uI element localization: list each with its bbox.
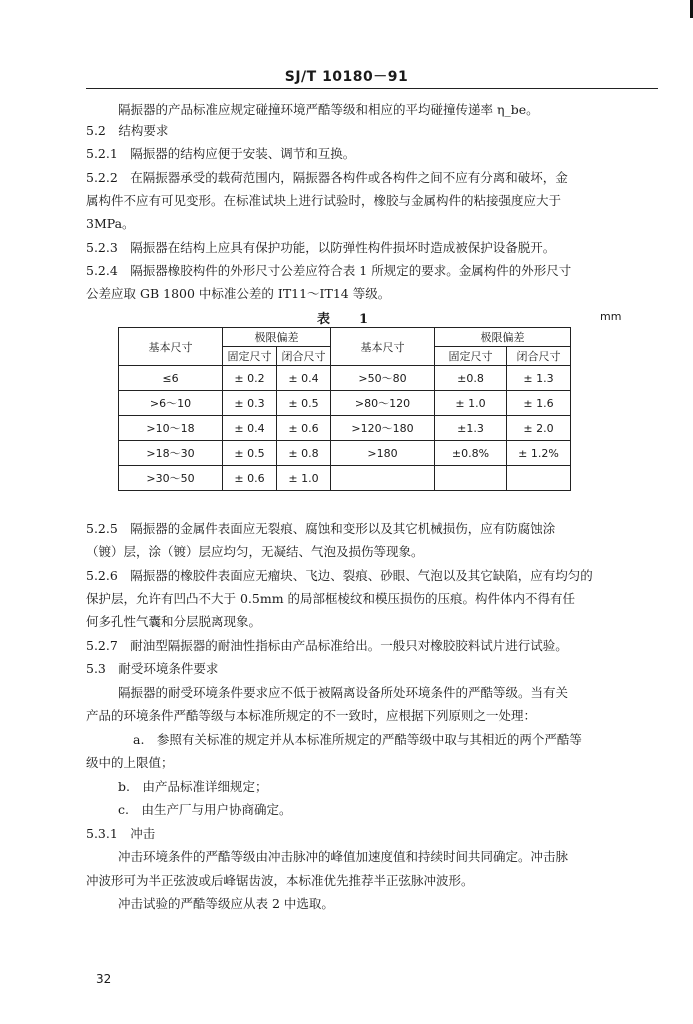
table-cell: ± 0.6 (277, 416, 331, 441)
table-cell: ± 0.4 (277, 366, 331, 391)
table-cell (507, 466, 571, 491)
clause-5-3-1-heading: 5.3.1 冲击 (86, 826, 156, 841)
clause-5-2-6-line2: 保护层，允许有凹凸不大于 0.5mm 的局部框棱纹和模压损伤的压痕。构件体内不得有任 (86, 591, 576, 606)
header-basic-size: 基本尺寸 (119, 328, 223, 366)
table-cell: >30～50 (119, 466, 223, 491)
table-cell (331, 466, 435, 491)
table-1-unit: mm (600, 310, 622, 323)
clause-5-3-1-line3: 冲击试验的严酷等级应从表 2 中选取。 (118, 896, 334, 911)
clause-5-2-5-line1: 5.2.5 隔振器的金属件表面应无裂痕、腐蚀和变形以及其它机械损伤，应有防腐蚀涂 (86, 521, 556, 536)
table-cell: ± 1.0 (277, 466, 331, 491)
clause-5-2-2-line1: 5.2.2 在隔振器承受的载荷范围内，隔振器各构件或各构件之间不应有分离和破坏，金 (86, 170, 568, 185)
header-limit-deviation: 极限偏差 (223, 328, 331, 347)
table-cell: ± 2.0 (507, 416, 571, 441)
table-cell: ± 0.6 (223, 466, 277, 491)
table-1-title: 表 1 (316, 312, 377, 327)
intro-paragraph: 隔振器的产品标准应规定碰撞环境严酷等级和相应的平均碰撞传递率 η_be。 (118, 102, 539, 117)
clause-5-2-3: 5.2.3 隔振器在结构上应具有保护功能，以防弹性构件损坏时造成被保护设备脱开。 (86, 240, 556, 255)
table-row (119, 441, 571, 466)
table-cell: ± 0.5 (223, 441, 277, 466)
table-cell: ± 1.3 (507, 366, 571, 391)
clause-5-2-2-line2: 属构件不应有可见变形。在标准试块上进行试验时，橡胶与金属构件的粘接强度应大于 (86, 193, 562, 208)
clause-5-2-6-line1: 5.2.6 隔振器的橡胶件表面应无瘤块、飞边、裂痕、砂眼、气泡以及其它缺陷，应有均匀的 (86, 568, 593, 583)
table-cell: >120～180 (331, 416, 435, 441)
clause-5-2-5-line2: （镀）层，涂（镀）层应均匀，无凝结、气泡及损伤等现象。 (86, 544, 424, 559)
clause-5-2-4-line2: 公差应取 GB 1800 中标准公差的 IT11～IT14 等级。 (86, 286, 391, 301)
table-cell: ± 0.2 (223, 366, 277, 391)
section-5-2-heading: 5.2 结构要求 (86, 123, 169, 138)
table-cell: ± 0.4 (223, 416, 277, 441)
table-cell: ± 0.5 (277, 391, 331, 416)
section-5-3-line2: 产品的环境条件严酷等级与本标准所规定的不一致时，应根据下列原则之一处理： (86, 708, 537, 723)
clause-5-3-1-line1: 冲击环境条件的严酷等级由冲击脉冲的峰值加速度值和持续时间共同确定。冲击脉 (118, 849, 569, 864)
table-cell: ± 0.3 (223, 391, 277, 416)
clause-5-2-1: 5.2.1 隔振器的结构应便于安装、调节和互换。 (86, 146, 356, 161)
table-cell: >50～80 (331, 366, 435, 391)
table-cell: ± 1.0 (435, 391, 507, 416)
table-row (119, 366, 571, 391)
section-5-3-heading: 5.3 耐受环境条件要求 (86, 661, 219, 676)
table-cell: ±1.3 (435, 416, 507, 441)
item-b: b. 由产品标准详细规定； (118, 779, 268, 794)
table-cell: >18～30 (119, 441, 223, 466)
header-fixed-size: 固定尺寸 (223, 347, 277, 366)
table-cell: ≤6 (119, 366, 223, 391)
header-closed-size: 闭合尺寸 (277, 347, 331, 366)
table-cell: ±0.8 (435, 366, 507, 391)
standard-code-header: SJ/T 10180－91 (284, 69, 409, 85)
item-c: c. 由生产厂与用户协商确定。 (118, 802, 292, 817)
table-cell: ± 0.8 (277, 441, 331, 466)
header-fixed-size-2: 固定尺寸 (435, 347, 507, 366)
table-cell: >6～10 (119, 391, 223, 416)
clause-5-2-4-line1: 5.2.4 隔振器橡胶构件的外形尺寸公差应符合表 1 所规定的要求。金属构件的外形尺寸 (86, 263, 572, 278)
table-row (119, 391, 571, 416)
header-basic-size-2: 基本尺寸 (331, 328, 435, 366)
tolerance-table (118, 327, 571, 491)
header-closed-size-2: 闭合尺寸 (507, 347, 571, 366)
clause-5-2-7: 5.2.7 耐油型隔振器的耐油性指标由产品标准给出。一般只对橡胶胶料试片进行试验。 (86, 638, 568, 653)
table-row (119, 416, 571, 441)
clause-5-3-1-line2: 冲波形可为半正弦波或后峰锯齿波，本标准优先推荐半正弦脉冲波形。 (86, 873, 474, 888)
item-a-line1: a. 参照有关标准的规定并从本标准所规定的严酷等级中取与其相近的两个严酷等 (133, 732, 582, 747)
item-a-line2: 级中的上限值； (86, 755, 174, 770)
table-cell (435, 466, 507, 491)
table-cell: >80～120 (331, 391, 435, 416)
table-row (119, 466, 571, 491)
page-number: 32 (96, 972, 112, 986)
table-cell: >10～18 (119, 416, 223, 441)
section-5-3-line1: 隔振器的耐受环境条件要求应不低于被隔离设备所处环境条件的严酷等级。当有关 (118, 685, 569, 700)
clause-5-2-6-line3: 何多孔性气囊和分层脱离现象。 (86, 614, 262, 629)
table-cell: ± 1.2% (507, 441, 571, 466)
header-rule (86, 88, 658, 89)
table-cell: ± 1.6 (507, 391, 571, 416)
table-cell: >180 (331, 441, 435, 466)
clause-5-2-2-line3: 3MPa。 (86, 216, 135, 231)
header-limit-deviation-2: 极限偏差 (435, 328, 571, 347)
table-cell: ±0.8% (435, 441, 507, 466)
